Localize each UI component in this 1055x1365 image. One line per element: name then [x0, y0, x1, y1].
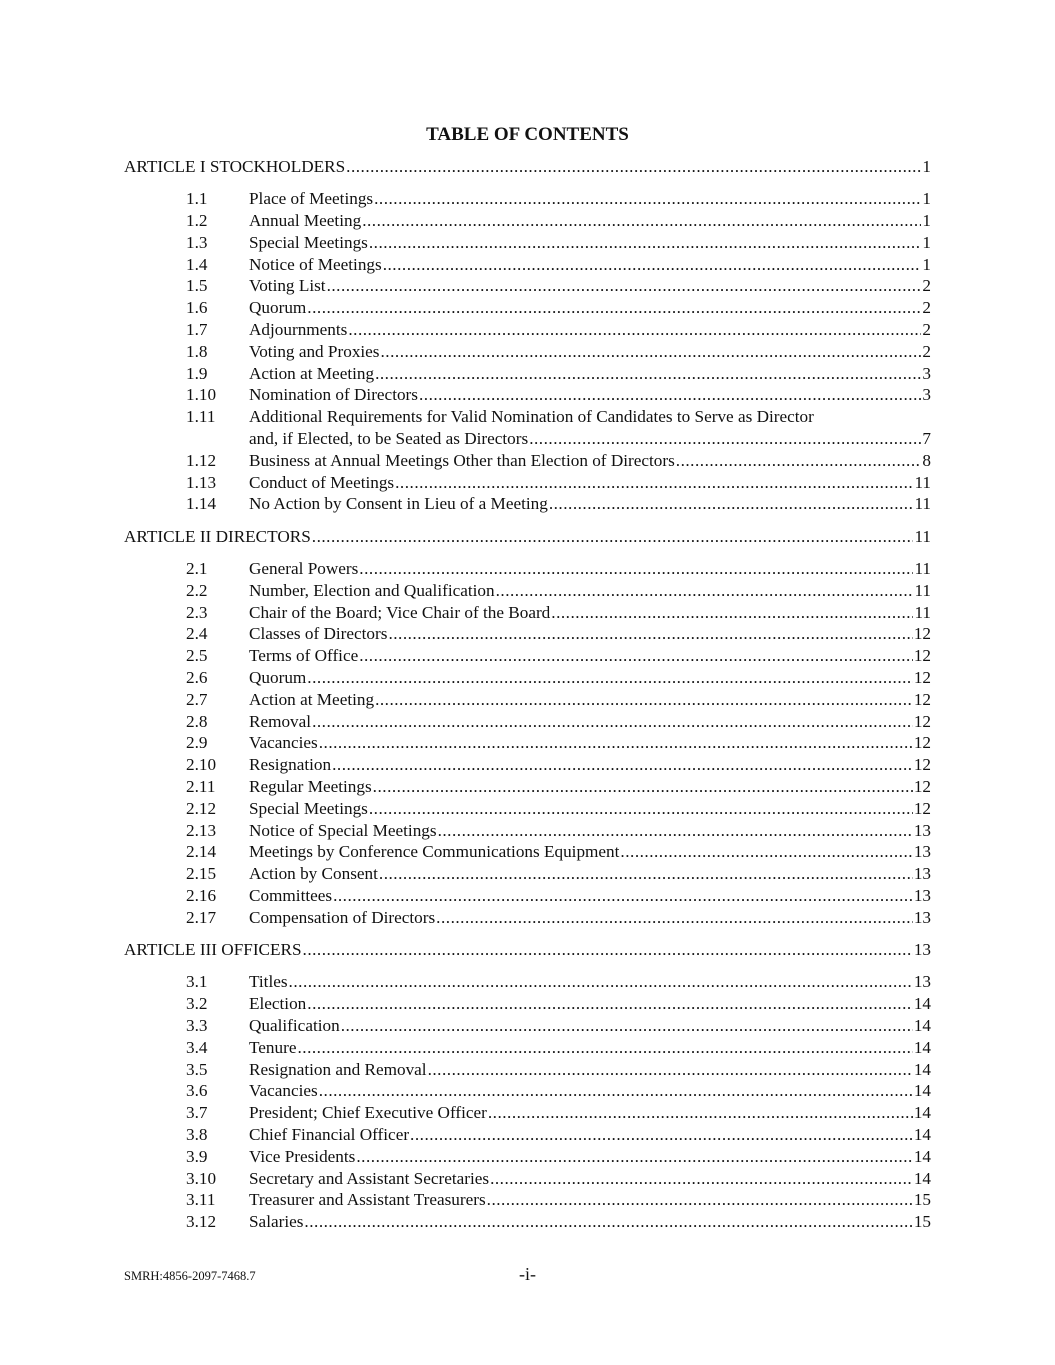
toc-section-entry-continued[interactable] [124, 428, 931, 450]
toc-section-number: 3.12 [186, 1212, 217, 1232]
toc-dot-leader [488, 1102, 913, 1124]
toc-section-number: 3.1 [186, 972, 208, 992]
toc-page-number: 14 [913, 1081, 931, 1101]
toc-dot-leader [307, 667, 913, 689]
toc-page-number: 14 [913, 1124, 931, 1144]
toc-section-entry[interactable] [124, 363, 931, 385]
toc-section-number: 2.10 [186, 755, 217, 775]
toc-dot-leader [551, 602, 913, 624]
toc-dot-leader [297, 1037, 912, 1059]
toc-section-number: 2.2 [186, 580, 208, 600]
toc-section-number: 2.17 [186, 907, 217, 927]
toc-section-number: 2.1 [186, 559, 208, 579]
toc-dot-leader [436, 907, 913, 929]
toc-dot-leader [373, 776, 913, 798]
toc-section-title: Additional Requirements for Valid Nomination of Candidates to Serve as Director [249, 407, 814, 427]
toc-section-number: 2.12 [186, 798, 217, 818]
toc-section-title: Secretary and Assistant Secretaries [249, 1168, 490, 1188]
toc-page-number: 3 [922, 363, 931, 383]
toc-section-title: Classes of Directors [249, 624, 388, 644]
toc-section-number: 1.13 [186, 472, 217, 492]
toc-section-number: 2.7 [186, 689, 208, 709]
toc-section-title: Treasurer and Assistant Treasurers [249, 1190, 486, 1210]
toc-dot-leader [487, 1189, 913, 1211]
toc-section-title: Meetings by Conference Communications Equipment [249, 842, 620, 862]
toc-dot-leader [319, 1080, 913, 1102]
toc-dot-leader [346, 156, 921, 178]
toc-page-number: 12 [913, 777, 931, 797]
toc-page-number: 1 [922, 157, 931, 176]
toc-section-title: Notice of Meetings [249, 254, 382, 274]
toc-section-title: Vacancies [249, 733, 318, 753]
toc-dot-leader [428, 1059, 913, 1081]
toc-dot-leader [375, 689, 913, 711]
toc-page-number: 13 [913, 864, 931, 884]
toc-dot-leader [359, 558, 913, 580]
toc-section-number: 1.1 [186, 189, 208, 209]
toc-page-number: 14 [913, 1168, 931, 1188]
toc-dot-leader [381, 341, 922, 363]
toc-section-entry[interactable] [124, 885, 931, 907]
toc-section-title: Resignation and Removal [249, 1059, 427, 1079]
toc-section-number: 3.10 [186, 1168, 217, 1188]
toc-page-number: 13 [913, 820, 931, 840]
toc-section-number: 2.16 [186, 886, 217, 905]
toc-article-title: ARTICLE III OFFICERS [124, 940, 302, 960]
toc-dot-leader [374, 188, 921, 210]
toc-page-number: 15 [913, 1190, 931, 1210]
toc-section-title: Committees [249, 886, 333, 905]
toc-page-number: 13 [913, 842, 931, 862]
toc-section-number: 1.7 [186, 320, 208, 340]
toc-section-title: General Powers [249, 559, 359, 579]
toc-section-title: Special Meetings [249, 798, 368, 818]
toc-page-number: 3 [922, 385, 931, 405]
toc-section-title: Action by Consent [249, 864, 378, 884]
toc-page-number: 11 [914, 494, 931, 514]
toc-section-entry[interactable] [124, 754, 931, 776]
toc-section-entry[interactable] [124, 580, 931, 602]
toc-section-entry[interactable] [124, 645, 931, 667]
toc-section-number: 2.15 [186, 864, 217, 884]
toc-page-number: 15 [913, 1212, 931, 1232]
toc-page-number: 2 [922, 320, 931, 340]
toc-section-title: No Action by Consent in Lieu of a Meeting [249, 494, 548, 514]
toc-page-number: 12 [913, 646, 931, 666]
toc-section-entry[interactable] [124, 1168, 931, 1190]
toc-page-number: 14 [913, 1059, 931, 1079]
toc-section-title: Salaries [249, 1212, 304, 1232]
toc-page-number: 1 [922, 211, 931, 231]
toc-section-title: Nomination of Directors [249, 385, 418, 405]
toc-section-number: 2.13 [186, 820, 217, 840]
toc-section-title: Vacancies [249, 1081, 318, 1101]
toc-dot-leader [303, 939, 913, 961]
toc-section-title-continued: and, if Elected, to be Seated as Directors [249, 429, 529, 449]
toc-article-entry[interactable] [124, 526, 931, 548]
toc-page-number: 13 [913, 972, 931, 992]
toc-section-entry[interactable] [124, 971, 931, 993]
toc-page-number: 12 [913, 668, 931, 688]
toc-dot-leader [549, 493, 914, 515]
toc-section-entry[interactable] [124, 210, 931, 232]
toc-section-number: 1.11 [186, 407, 216, 427]
toc-section-title: Adjournments [249, 320, 348, 340]
toc-section-title: Special Meetings [249, 232, 368, 252]
toc-dot-leader [319, 732, 913, 754]
toc-section-entry[interactable] [124, 319, 931, 341]
toc-section-entry[interactable] [124, 254, 931, 276]
toc-section-title: President; Chief Executive Officer [249, 1103, 487, 1123]
toc-section-entry[interactable] [124, 1146, 931, 1168]
toc-page-number: 2 [922, 276, 931, 296]
toc-section-number: 2.4 [186, 624, 208, 644]
toc-section-entry[interactable] [124, 841, 931, 863]
toc-section-title: Tenure [249, 1037, 297, 1057]
toc-section-entry[interactable] [124, 493, 931, 515]
toc-section-entry[interactable] [124, 406, 931, 428]
toc-title: TABLE OF CONTENTS [426, 124, 629, 145]
toc-article-entry[interactable] [124, 156, 931, 178]
toc-page-number: 11 [914, 472, 931, 492]
toc-page-number: 12 [913, 798, 931, 818]
toc-dot-leader [620, 841, 912, 863]
toc-section-number: 1.10 [186, 385, 217, 405]
toc-section-number: 3.5 [186, 1059, 208, 1079]
toc-section-number: 3.7 [186, 1103, 208, 1123]
toc-section-number: 2.3 [186, 602, 208, 622]
toc-dot-leader [410, 1124, 913, 1146]
toc-section-title: Titles [249, 972, 288, 992]
toc-article-title: ARTICLE I STOCKHOLDERS [124, 157, 346, 176]
toc-section-entry[interactable] [124, 384, 931, 406]
toc-dot-leader [289, 971, 913, 993]
toc-page-number: 13 [913, 940, 931, 960]
toc-section-number: 1.12 [186, 450, 217, 470]
toc-page-number: 7 [922, 429, 931, 449]
toc-section-title: Terms of Office [249, 646, 359, 666]
toc-section-title: Compensation of Directors [249, 907, 436, 927]
toc-section-entry[interactable] [124, 1124, 931, 1146]
toc-section-entry[interactable] [124, 993, 931, 1015]
toc-section-number: 3.3 [186, 1015, 208, 1035]
toc-page-number: 14 [913, 1146, 931, 1166]
toc-section-entry[interactable] [124, 798, 931, 820]
toc-page-number: 2 [922, 298, 931, 318]
toc-page-number: 12 [913, 711, 931, 731]
toc-section-entry[interactable] [124, 472, 931, 494]
toc-page-number: 1 [922, 254, 931, 274]
toc-section-number: 2.6 [186, 668, 208, 688]
toc-dot-leader [419, 384, 921, 406]
toc-section-entry[interactable] [124, 1189, 931, 1211]
toc-section-title: Annual Meeting [249, 211, 362, 231]
toc-section-title: Chief Financial Officer [249, 1124, 410, 1144]
toc-page-number: 11 [914, 602, 931, 622]
toc-section-number: 2.14 [186, 842, 217, 862]
page-number: -i- [519, 1264, 536, 1284]
toc-dot-leader [375, 363, 921, 385]
toc-section-number: 1.8 [186, 341, 208, 361]
toc-section-number: 1.2 [186, 211, 208, 231]
toc-dot-leader [369, 798, 913, 820]
toc-dot-leader [383, 254, 922, 276]
toc-dot-leader [333, 885, 913, 907]
toc-dot-leader [529, 428, 921, 450]
toc-dot-leader [348, 319, 921, 341]
toc-section-title: Election [249, 994, 307, 1014]
toc-section-number: 3.11 [186, 1190, 216, 1210]
toc-article-entry[interactable] [124, 939, 931, 961]
toc-section-title: Number, Election and Qualification [249, 580, 495, 600]
toc-dot-leader [496, 580, 914, 602]
toc-dot-leader [395, 472, 913, 494]
toc-page-number: 14 [913, 994, 931, 1014]
toc-section-entry[interactable] [124, 450, 931, 472]
toc-dot-leader [379, 863, 913, 885]
table-of-contents [124, 156, 931, 1233]
document-id: SMRH:4856-2097-7468.7 [124, 1269, 256, 1283]
toc-section-title: Vice Presidents [249, 1146, 356, 1166]
toc-article-title: ARTICLE II DIRECTORS [124, 526, 311, 546]
toc-section-number: 3.6 [186, 1081, 208, 1101]
toc-section-number: 2.8 [186, 711, 208, 731]
toc-section-title: Voting and Proxies [249, 341, 380, 361]
toc-dot-leader [312, 711, 913, 733]
toc-section-title: Resignation [249, 755, 332, 775]
toc-section-title: Place of Meetings [249, 189, 374, 209]
toc-section-number: 3.9 [186, 1146, 208, 1166]
toc-section-number: 1.6 [186, 298, 208, 318]
toc-section-number: 2.9 [186, 733, 208, 753]
toc-dot-leader [438, 820, 913, 842]
toc-section-entry[interactable] [124, 275, 931, 297]
toc-dot-leader [490, 1168, 913, 1190]
toc-page-number: 14 [913, 1015, 931, 1035]
toc-page-number: 14 [913, 1103, 931, 1123]
toc-dot-leader [312, 526, 914, 548]
toc-section-title: Quorum [249, 668, 307, 688]
toc-page-number: 12 [913, 624, 931, 644]
toc-section-title: Notice of Special Meetings [249, 820, 437, 840]
toc-section-entry[interactable] [124, 667, 931, 689]
toc-section-entry[interactable] [124, 1102, 931, 1124]
toc-page-number: 12 [913, 689, 931, 709]
toc-section-entry[interactable] [124, 1211, 931, 1233]
toc-dot-leader [359, 645, 913, 667]
toc-dot-leader [356, 1146, 912, 1168]
toc-section-entry[interactable] [124, 1015, 931, 1037]
toc-section-entry[interactable] [124, 689, 931, 711]
toc-dot-leader [332, 754, 913, 776]
toc-section-entry[interactable] [124, 711, 931, 733]
toc-section-entry[interactable] [124, 863, 931, 885]
toc-section-title: Action at Meeting [249, 689, 375, 709]
toc-section-title: Chair of the Board; Vice Chair of the Board [249, 602, 551, 622]
toc-section-entry[interactable] [124, 297, 931, 319]
toc-section-entry[interactable] [124, 623, 931, 645]
toc-page-number: 13 [913, 907, 931, 927]
toc-page-number: 12 [913, 733, 931, 753]
toc-section-entry[interactable] [124, 907, 931, 929]
toc-page-number: 11 [914, 580, 931, 600]
toc-section-number: 3.4 [186, 1037, 208, 1057]
toc-dot-leader [341, 1015, 913, 1037]
toc-section-number: 1.14 [186, 494, 217, 514]
toc-section-entry[interactable] [124, 776, 931, 798]
toc-section-number: 2.11 [186, 777, 216, 797]
toc-section-entry[interactable] [124, 188, 931, 210]
toc-section-title: Regular Meetings [249, 777, 372, 797]
toc-section-entry[interactable] [124, 558, 931, 580]
toc-page-number: 11 [914, 559, 931, 579]
toc-dot-leader [676, 450, 922, 472]
toc-section-entry[interactable] [124, 1037, 931, 1059]
toc-page-number: 2 [922, 341, 931, 361]
toc-section-title: Qualification [249, 1015, 340, 1035]
toc-page-number: 1 [922, 189, 931, 209]
toc-section-entry[interactable] [124, 232, 931, 254]
toc-page-number: 12 [913, 755, 931, 775]
toc-page-number: 11 [914, 526, 931, 546]
toc-section-entry[interactable] [124, 820, 931, 842]
toc-page-number: 14 [913, 1037, 931, 1057]
toc-section-number: 2.5 [186, 646, 208, 666]
toc-section-entry[interactable] [124, 341, 931, 363]
toc-section-title: Quorum [249, 298, 307, 318]
toc-section-title: Conduct of Meetings [249, 472, 395, 492]
toc-dot-leader [369, 232, 922, 254]
toc-section-title: Voting List [249, 276, 326, 296]
toc-dot-leader [307, 297, 921, 319]
toc-page-number: 8 [922, 450, 931, 470]
toc-dot-leader [362, 210, 921, 232]
toc-section-number: 1.3 [186, 232, 208, 252]
toc-section-entry[interactable] [124, 1059, 931, 1081]
toc-section-entry[interactable] [124, 602, 931, 624]
toc-section-number: 3.2 [186, 994, 208, 1014]
toc-section-title: Action at Meeting [249, 363, 375, 383]
toc-section-number: 1.4 [186, 254, 208, 274]
toc-dot-leader [304, 1211, 912, 1233]
toc-section-title: Business at Annual Meetings Other than Election of Directors [249, 450, 675, 470]
toc-section-entry[interactable] [124, 1080, 931, 1102]
toc-section-number: 3.8 [186, 1124, 208, 1144]
toc-page-number: 13 [913, 886, 931, 905]
toc-dot-leader [388, 623, 912, 645]
toc-dot-leader [307, 993, 913, 1015]
toc-section-entry[interactable] [124, 732, 931, 754]
toc-dot-leader [327, 275, 922, 297]
toc-section-number: 1.9 [186, 363, 208, 383]
toc-page-number: 1 [922, 232, 931, 252]
toc-section-title: Removal [249, 711, 312, 731]
toc-section-number: 1.5 [186, 276, 208, 296]
